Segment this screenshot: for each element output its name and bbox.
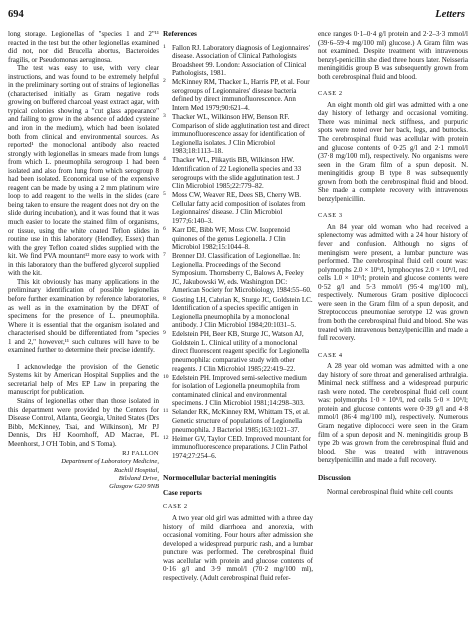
reference-text: Gosting LH, Cabrian K, Sturge JC, Goldstein LC. Identification of a species specific antigen in Legionella pneumophila by a monoclonal antibody. J Clin Microbiol 1984;20:1031–5. bbox=[172, 295, 313, 330]
reference-number: 7 bbox=[163, 252, 166, 259]
reference-number: 5 bbox=[163, 191, 166, 198]
reference-item bbox=[163, 44, 313, 78]
reference-item bbox=[163, 191, 313, 225]
reference-text: Selander RK, McKinney RM, Whittam TS, et al. Genetic structure of populations of Legionella pneumophila. J Bacteriol 1985;163:1021–37. bbox=[172, 408, 310, 434]
reference-number: 9 bbox=[163, 330, 166, 337]
author-affiliation-line: Bilsland Drive, bbox=[118, 474, 159, 482]
case-text: A two year old girl was admitted with a three day history of mild diarrhoea and anorexia, with occasional vomiting. Four hours after admission she developed a widespread purpuric rash, and a lumbar puncture was performed. The cerebrospinal fluid was acellular with protein and glucose contents of 0·16 g/l and 3·9 mmol/l (70·2 mg/100 ml), respectively. (Adult cerebrospinal fluid refer- bbox=[163, 513, 313, 582]
reference-text: Thacker WL, Wilkinson HW, Benson RF. Comparison of slide agglutination test and direct immunofluorescence assay for identification of Legionella isolates. J Clin Microbiol 1983;18:1113–18. bbox=[172, 113, 310, 156]
author-signature bbox=[8, 450, 159, 491]
reference-list bbox=[163, 44, 313, 461]
reference-text: Brenner DJ. Classification of Legionellae. In: Legionella. Proceedings of the Second Symposium. Thornsberry C, Balows A, Feeley JC, Jakubowski W, eds. Washington DC: American Society for Microbiology, 1984:55–60. bbox=[172, 252, 312, 295]
right-column bbox=[318, 30, 468, 497]
case-label: CASE 4 bbox=[318, 351, 343, 359]
reference-text: Fallon RJ. Laboratory diagnosis of Legionnaires' disease. Association of Clinical Pathologists Broadsheet 99. London: Association of Clinical Pathologists, 1981. bbox=[172, 43, 310, 78]
reference-item bbox=[163, 296, 313, 330]
reference-item bbox=[163, 156, 313, 190]
reference-number: 10 bbox=[163, 373, 169, 380]
reference-number: 2 bbox=[163, 78, 166, 85]
reference-number: 3 bbox=[163, 113, 166, 120]
middle-column bbox=[163, 30, 313, 582]
reference-number: 1 bbox=[163, 43, 166, 50]
case-label: CASE 2 bbox=[318, 90, 343, 98]
reference-number: 11 bbox=[163, 408, 169, 415]
case-text: An eight month old girl was admitted with a one day history of lethargy and occasional vomiting. There was minimal neck stiffness, and purpuric spots were noted over her back, legs, and buttocks. The cerebrospinal fluid was acellular with protein and glucose contents of 0·25 g/l and 2·1 mmol/l (37·8 mg/100 ml), respectively. No organisms were seen in the Gram film of a spun deposit. N. meningitidis group B type 8 was subsequently grown from both the cerebrospinal fluid and blood. She made a complete recovery with intravenous benzylpenicillin. bbox=[318, 100, 468, 203]
discussion-heading: Discussion bbox=[318, 472, 351, 482]
reference-text: McKinney RM, Thacker L, Harris PP, et al. Four serogroups of Legionnaires' disease bacteria defined by direct immunofluorescence. Ann Intern Med 1979;90:621–4. bbox=[172, 78, 310, 112]
case-reports-heading: Case reports bbox=[163, 488, 202, 497]
author-name: RJ FALLON bbox=[122, 450, 159, 458]
left-column bbox=[8, 30, 159, 491]
reference-number: 6 bbox=[163, 226, 166, 232]
acknowledgement-paragraph: I acknowledge the provision of the Genetic Systems kit by American Hospital Supplies and the secretarial help of Mrs EP Law in preparing the manuscript for publication. bbox=[8, 362, 159, 397]
author-affiliation-line: Glasgow G20 9NB bbox=[109, 483, 159, 491]
reference-item bbox=[163, 435, 313, 461]
case-block bbox=[318, 90, 468, 203]
reference-item bbox=[163, 78, 313, 112]
author-affiliation-line: Ruchill Hospital, bbox=[113, 466, 159, 474]
reference-number: 8 bbox=[163, 295, 166, 302]
reference-number: 12 bbox=[163, 434, 169, 441]
body-paragraph: long storage. Legionellas of "species 1 and 2"¹¹ reacted in the test but the other legionellas examined did not, nor did Brucella abortus, Bacteroides fragilis, or Pseudomonas aeruginosa. bbox=[8, 30, 159, 64]
case-text-continued: ence ranges 0·1–0·4 g/l protein and 2·2–3·3 mmol/l (39·6–59·4 mg/100 ml) glucose.) A Gram film was not examined. Despite treatment with intravenous benzyl-penicillin she died three hours later. Neisseria meningitidis group B was subsequently grown from both cerebrospinal fluid and blood. bbox=[318, 30, 468, 81]
case-block bbox=[318, 212, 468, 342]
reference-text: Heimer GV, Taylor CED. Improved mountant for immunofluorescence preparations. J Clin Pathol 1974;27:254–6. bbox=[172, 434, 311, 460]
case-block bbox=[318, 352, 468, 465]
reference-text: Edelstein PH. Improved semi-selective medium for isolation of Legionella pneumophila from contaminated clinical and environmental specimens. J Clin Microbiol 1981;14:298–303. bbox=[172, 373, 307, 408]
author-affiliation-line: Department of Laboratory Medicine, bbox=[61, 458, 159, 466]
case-text: A 28 year old woman was admitted with a one day history of sore throat and generalised arthralgia. Minimal neck stiffness and a widespread purpuric rash were noted. The cerebrospinal fluid cell count was: polymorphs 1·0 × 10⁶/l, red cells 5·0 × 10⁶/l; protein and glucose contents were 0·39 g/l and 4·8 mmol/l (86·4 mg/100 ml), respectively. Numerous Gram negative diplococci were seen in the Gram film of a spun deposit and N. meningitidis group B type 2b was grown from the cerebrospinal fluid and blood. She was treated with intravenous benzylpenicillin and made a full recovery. bbox=[318, 362, 468, 465]
page-header bbox=[8, 9, 465, 23]
reference-number: 4 bbox=[163, 156, 166, 163]
page-number: 694 bbox=[8, 9, 24, 20]
reference-item bbox=[163, 330, 313, 373]
reference-item bbox=[163, 408, 313, 434]
reference-item bbox=[163, 113, 313, 156]
running-head: Letters bbox=[435, 9, 465, 20]
discussion-text: Normal cerebrospinal fluid white cell counts bbox=[327, 488, 453, 497]
reference-item bbox=[163, 252, 313, 295]
case-label: CASE 3 bbox=[318, 212, 343, 220]
case-label: CASE 2 bbox=[163, 503, 188, 511]
reference-item bbox=[163, 374, 313, 408]
references-title: References bbox=[163, 29, 197, 38]
reference-text: Moss CW, Weaver RE, Dees SB, Cherry WB. Cellular fatty acid composition of isolates from Legionnaires' disease. J Clin Microbiol 1977;6:140–3. bbox=[172, 191, 306, 225]
reference-text: Edelstein PH, Beer KB, Sturge JC, Watson AJ, Goldstein L. Clinical utility of a monoclonal direct fluorescent reagent specific for Legionella pneumophila: comparative study with other reagents. J Clin Microbiol 1985;22:419–22. bbox=[172, 330, 310, 373]
acknowledgement-paragraph: Stains of legionellas other than those isolated in this department were provided by the Centers for Disease Control, Atlanta, Georgia, United States (Drs Bibb, McKinney, Tsai, and Wilkinson), Mr PJ Dennis, Drs HJ Koornhoff, AD Macrae, PL Meenhorst, J O'H Tobin, and S Toma). bbox=[8, 396, 159, 448]
body-paragraph: The test was easy to use, with very clear instructions, and was found to be extremely helpful in the preliminary sorting out of strains of legionellas (characterised initially as Gram negative rods growing on buffered charcoal yeast extract agar, with typical colonies showing a "cut glass appearance" and failing to grow in the absence of added cysteine and iron in the medium), which had been isolated both from clinical and environmental sources. As reported¹ the monoclonal antibody also reacted strongly with legionellas in smears made from lungs from which L. pneumophila serogroup 1 had been isolated and also from lung from which serogroup 8 had been isolated. Economical use of the expensive reagent can be made by using a 2 mm platinum wire loop to add reagent to the wells in the slides (care being taken to ensure the reagent does not dry on the slide during incubation), and it was found that it was much easier to locate the stained film of organisms, or tissue, using the white coated Teflon slides in routine use in this laboratory (Hendley, Essex) than with the grey Teflon coated slides supplied with the kit. We find PVA mountant¹² more easy to work with in this laboratory than the buffered glycerol supplied with the kit. bbox=[8, 64, 159, 278]
reference-item bbox=[163, 226, 313, 252]
reference-text: Karr DE, Bibb WF, Moss CW. Isoprenoid quinones of the genus Legionella. J Clin Microbiol 1982;15:1044–8. bbox=[172, 226, 290, 252]
case-text: An 84 year old woman who had received a splenectomy was admitted with a 24 hour history of fever and confusion. Although no signs of meningism were present, a lumbar puncture was performed. The cerebrospinal fluid cell count was: polymorphs 2.0 × 10⁶/l, lymphocytes 2.0 × 10⁶/l, red cells 1.0 × 10⁶/l; protein and glucose contents were 0·52 g/l and 5·3 mmol/l (95·4 mg/100 ml), respectively. Numerous Gram positive diplococci were seen in the Gram film of a spun deposit, and Streptococcus pneumoniae serotype 12 was grown from both the cerebrospinal fluid and blood. She was treated with intravenous benzylpenicillin and made a full recovery. bbox=[318, 222, 468, 343]
body-paragraph: This kit obviously has many applications in the preliminary identification of possible legionellas before further examination by reference laboratories, as well as in the examination by the DFAT of specimens for the presence of L. pneumophila. Where it is essential that the organism isolated and characterised should be differentiated from "species 1 and 2," however,¹¹ such cultures will have to be examined further to determine their precise identify. bbox=[8, 277, 159, 355]
article-heading: Normocellular bacterial meningitis bbox=[163, 473, 277, 483]
reference-text: Thacker WL, Plikaytis BB, Wilkinson HW. Identification of 22 Legionella species and 33 serogroups with the slide agglutination test. J Clin Microbiol 1985;22:779–82. bbox=[172, 156, 302, 191]
